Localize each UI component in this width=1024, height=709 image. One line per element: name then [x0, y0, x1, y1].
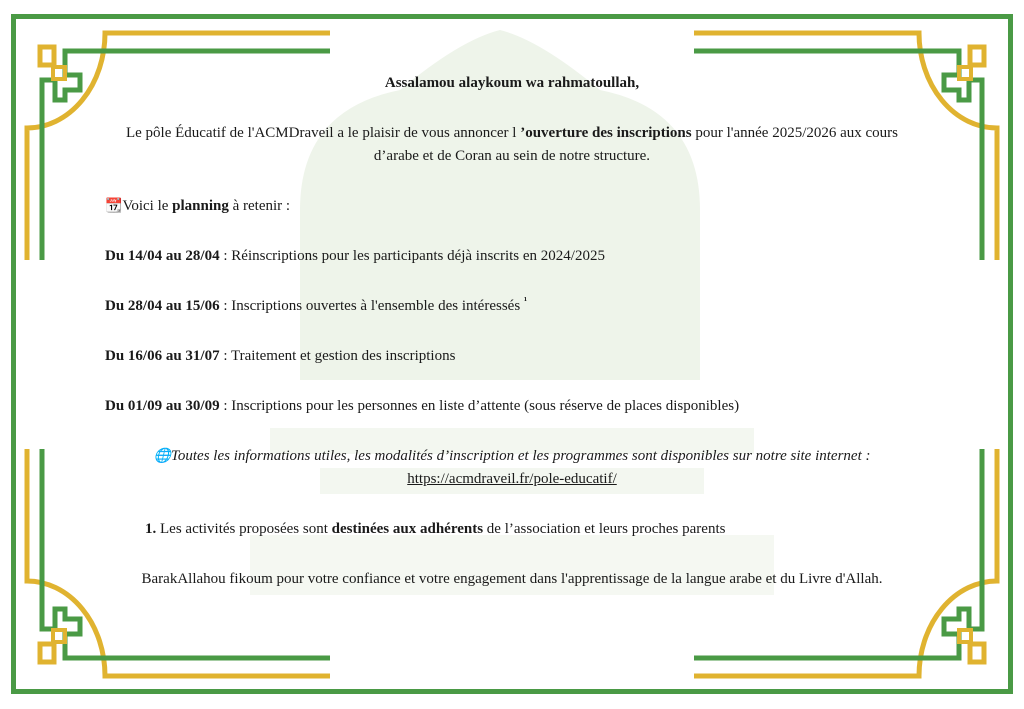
footnote-text: Les activités proposées sont — [156, 521, 332, 537]
planning-heading — [90, 195, 934, 218]
schedule-item — [90, 295, 934, 318]
schedule-dates: Du 01/09 au 30/09 — [105, 398, 220, 414]
schedule-dates: Du 16/06 au 31/07 — [105, 348, 220, 364]
planning-text: Voici le — [122, 198, 173, 214]
footnote-bold: destinées aux adhérents — [331, 521, 484, 537]
footnote — [90, 518, 934, 541]
footnote-marker: ¹ — [523, 295, 528, 307]
footnote-text-end: de l’association et leurs proches parents — [483, 521, 726, 537]
globe-icon: 🌐 — [153, 449, 171, 464]
intro-text: Le pôle Éducatif de l'ACMDraveil a le plaisir de vous annoncer l — [125, 125, 521, 141]
schedule-dates: Du 14/04 au 28/04 — [105, 248, 220, 264]
calendar-icon: 📆 — [105, 199, 123, 214]
greeting: Assalamou alaykoum wa rahmatoullah, — [384, 75, 640, 91]
info-paragraph — [90, 445, 934, 491]
intro-text-end: pour l'année 2025/2026 aux cours d’arabe et de Coran au sein de notre structure. — [373, 125, 899, 164]
schedule-text: : Inscriptions pour les personnes en liste d’attente (sous réserve de places disponibles) — [219, 398, 740, 414]
schedule-item — [90, 245, 934, 268]
footnote-number: 1. — [145, 521, 157, 537]
schedule-text: : Inscriptions ouvertes à l'ensemble des intéressés — [219, 298, 524, 314]
intro-paragraph — [90, 122, 934, 168]
document-body — [90, 72, 934, 618]
schedule-item — [90, 345, 934, 368]
schedule-item — [90, 395, 934, 418]
info-text: Toutes les informations utiles, les modalités d’inscription et les programmes sont disponibles sur notre site internet : — [170, 448, 871, 464]
schedule-dates: Du 28/04 au 15/06 — [105, 298, 220, 314]
schedule-text: : Traitement et gestion des inscriptions — [219, 348, 456, 364]
website-link[interactable]: https://acmdraveil.fr/pole-educatif/ — [407, 471, 617, 487]
planning-text-end: à retenir : — [228, 198, 291, 214]
closing-paragraph: BarakAllahou fikoum pour votre confiance et votre engagement dans l'apprentissage de la langue arabe et du Livre d'Allah. — [141, 571, 883, 587]
intro-bold: ’ouverture des inscriptions — [520, 125, 692, 141]
schedule-text: : Réinscriptions pour les participants déjà inscrits en 2024/2025 — [219, 248, 605, 264]
planning-bold: planning — [172, 198, 229, 214]
